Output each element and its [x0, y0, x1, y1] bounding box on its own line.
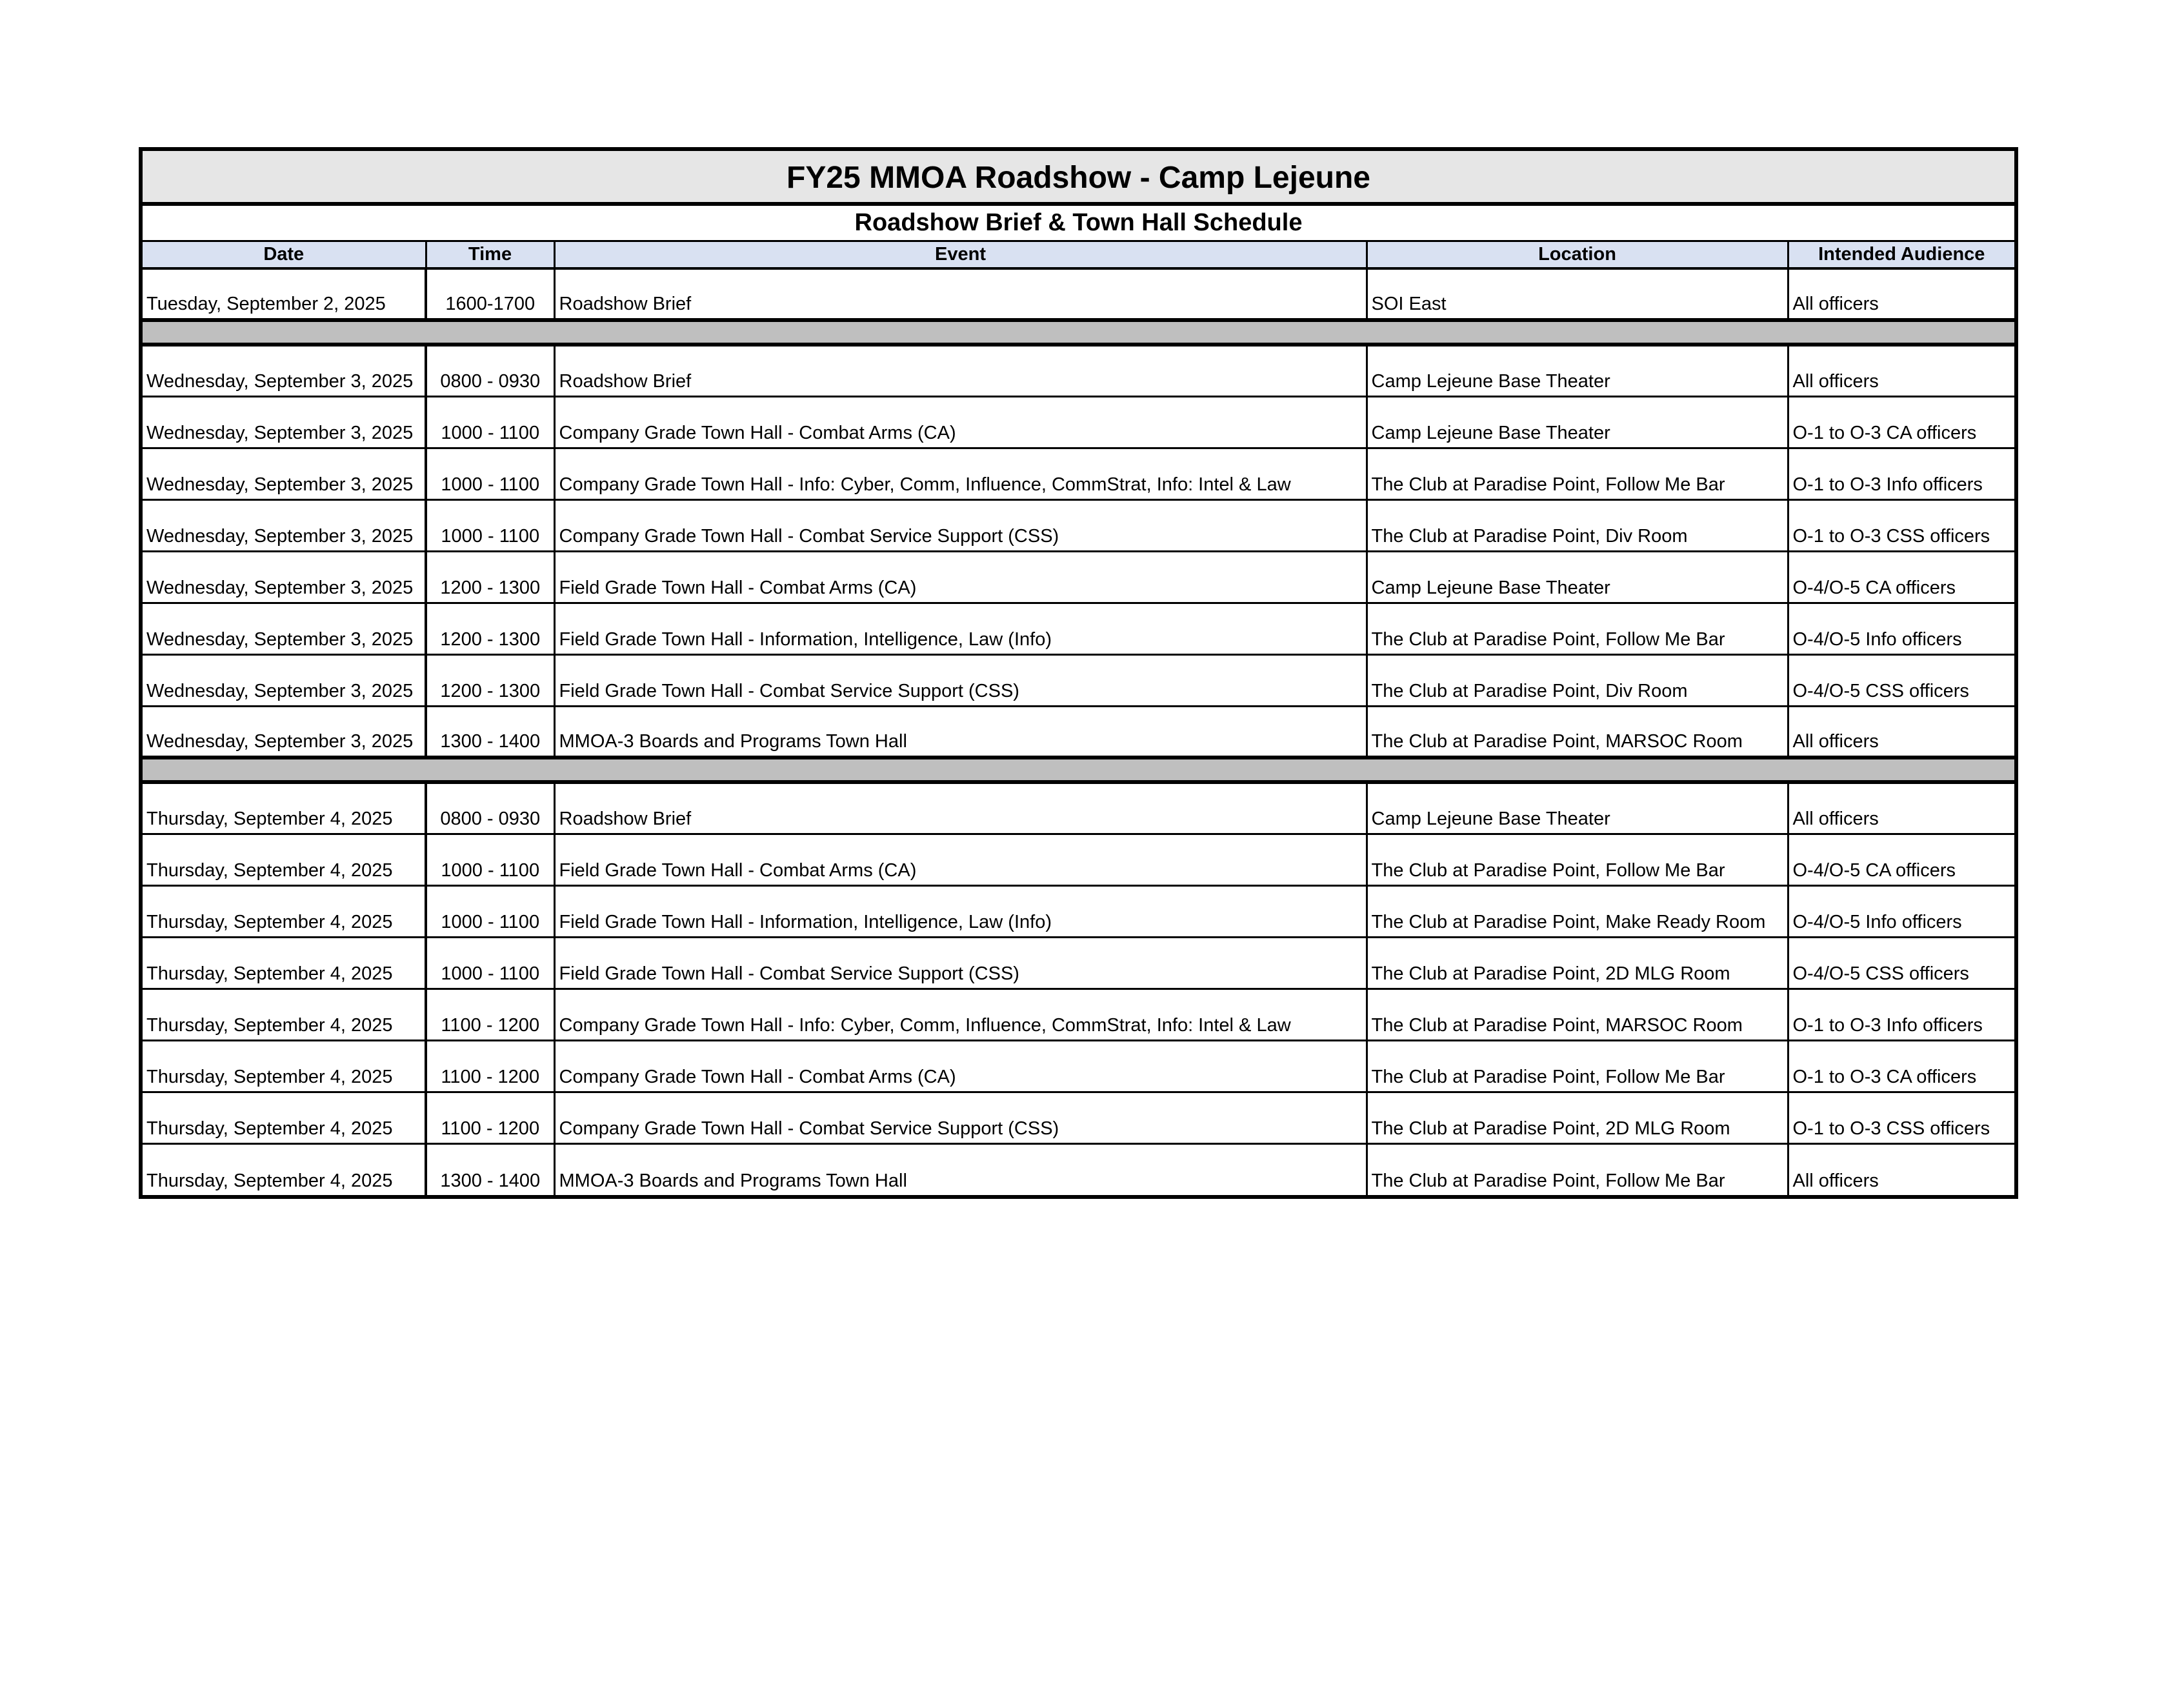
table-row	[143, 937, 2014, 989]
location-cell: Camp Lejeune Base Theater	[1367, 782, 1788, 834]
audience-cell: All officers	[1792, 1171, 1879, 1191]
event-cell: Field Grade Town Hall - Combat Arms (CA)	[554, 834, 1367, 885]
date-cell: Thursday, September 4, 2025	[143, 937, 426, 989]
audience-cell: O-1 to O-3 CSS officers	[1788, 1092, 2014, 1143]
day-separator	[143, 320, 2014, 345]
column-header-time: Time	[426, 241, 554, 268]
table-row	[143, 448, 2014, 499]
date-cell: Tuesday, September 2, 2025	[143, 268, 426, 320]
time-cell: 1100 - 1200	[426, 1040, 554, 1092]
time-cell: 0800 - 0930	[426, 345, 554, 396]
table-row	[143, 654, 2014, 706]
location-cell: Camp Lejeune Base Theater	[1367, 396, 1788, 448]
date-cell: Wednesday, September 3, 2025	[143, 706, 426, 758]
event-cell: MMOA-3 Boards and Programs Town Hall	[554, 706, 1367, 758]
audience-cell: All officers	[1788, 782, 2014, 834]
time-cell: 1300 - 1400	[426, 1143, 554, 1195]
date-cell: Wednesday, September 3, 2025	[143, 448, 426, 499]
day-separator-row	[143, 320, 2014, 345]
column-header-row	[143, 241, 2014, 268]
event-cell: Field Grade Town Hall - Combat Service Support (CSS)	[554, 654, 1367, 706]
date-cell: Thursday, September 4, 2025	[143, 1040, 426, 1092]
location-cell: The Club at Paradise Point, Div Room	[1367, 499, 1788, 551]
date-cell: Wednesday, September 3, 2025	[143, 551, 426, 603]
location-cell: The Club at Paradise Point, Follow Me Bar	[1367, 448, 1788, 499]
time-cell: 1100 - 1200	[426, 1092, 554, 1143]
date-cell: Thursday, September 4, 2025	[143, 1143, 426, 1195]
location-cell: The Club at Paradise Point, 2D MLG Room	[1367, 937, 1788, 989]
audience-cell: O-4/O-5 Info officers	[1788, 885, 2014, 937]
audience-cell: O-1 to O-3 Info officers	[1788, 989, 2014, 1040]
title-row	[143, 151, 2014, 204]
audience-cell: O-1 to O-3 CA officers	[1788, 396, 2014, 448]
event-cell: Field Grade Town Hall - Information, Intelligence, Law (Info)	[554, 885, 1367, 937]
table-row	[143, 782, 2014, 834]
table-row	[143, 1092, 2014, 1143]
audience-cell: All officers	[1788, 706, 2014, 758]
time-cell: 1600-1700	[426, 268, 554, 320]
event-cell: Field Grade Town Hall - Information, Intelligence, Law (Info)	[554, 603, 1367, 654]
location-cell: Camp Lejeune Base Theater	[1367, 551, 1788, 603]
location-cell: The Club at Paradise Point, Follow Me Bar	[1367, 1040, 1788, 1092]
time-cell: 1000 - 1100	[426, 834, 554, 885]
event-cell: Roadshow Brief	[554, 268, 1367, 320]
event-cell: Company Grade Town Hall - Info: Cyber, Comm, Influence, CommStrat, Info: Intel & Law	[554, 448, 1367, 499]
time-cell: 1200 - 1300	[426, 654, 554, 706]
schedule-table	[143, 151, 2014, 1195]
audience-cell: O-4/O-5 CSS officers	[1788, 654, 2014, 706]
event-cell: MMOA-3 Boards and Programs Town Hall	[554, 1143, 1367, 1195]
table-row	[143, 603, 2014, 654]
event-cell: Roadshow Brief	[554, 345, 1367, 396]
table-row	[143, 551, 2014, 603]
event-cell: Company Grade Town Hall - Combat Service Support (CSS)	[554, 499, 1367, 551]
audience-cell: All officers	[1788, 345, 2014, 396]
table-row	[143, 885, 2014, 937]
location-cell: SOI East	[1367, 268, 1788, 320]
table-row	[143, 1143, 2014, 1195]
audience-cell: O-4/O-5 CSS officers	[1788, 937, 2014, 989]
location-cell: The Club at Paradise Point, Make Ready Room	[1367, 885, 1788, 937]
date-cell: Thursday, September 4, 2025	[143, 989, 426, 1040]
column-header-location: Location	[1367, 241, 1788, 268]
table-row	[143, 706, 2014, 758]
location-cell: The Club at Paradise Point, MARSOC Room	[1367, 706, 1788, 758]
schedule-sheet	[139, 147, 2018, 1199]
document-title: FY25 MMOA Roadshow - Camp Lejeune	[143, 151, 2014, 204]
date-cell: Wednesday, September 3, 2025	[143, 345, 426, 396]
column-header-date: Date	[143, 241, 426, 268]
time-cell: 1000 - 1100	[426, 396, 554, 448]
time-cell: 0800 - 0930	[426, 782, 554, 834]
location-cell: The Club at Paradise Point, Div Room	[1367, 654, 1788, 706]
date-cell: Wednesday, September 3, 2025	[143, 603, 426, 654]
event-cell: Company Grade Town Hall - Info: Cyber, Comm, Influence, CommStrat, Info: Intel & Law	[554, 989, 1367, 1040]
event-cell: Field Grade Town Hall - Combat Service Support (CSS)	[554, 937, 1367, 989]
event-cell: Company Grade Town Hall - Combat Arms (CA)	[554, 1040, 1367, 1092]
event-cell: Company Grade Town Hall - Combat Service Support (CSS)	[554, 1092, 1367, 1143]
subtitle-row	[143, 204, 2014, 241]
audience-cell: O-4/O-5 CA officers	[1788, 551, 2014, 603]
date-cell: Thursday, September 4, 2025	[143, 1092, 426, 1143]
table-row	[143, 989, 2014, 1040]
location-cell: The Club at Paradise Point, 2D MLG Room	[1367, 1092, 1788, 1143]
date-cell: Wednesday, September 3, 2025	[143, 499, 426, 551]
table-row	[143, 396, 2014, 448]
audience-cell: O-1 to O-3 Info officers	[1788, 448, 2014, 499]
day-separator	[143, 758, 2014, 782]
time-cell: 1000 - 1100	[426, 448, 554, 499]
column-header-event: Event	[554, 241, 1367, 268]
event-cell: Roadshow Brief	[554, 782, 1367, 834]
time-cell: 1200 - 1300	[426, 603, 554, 654]
time-cell: 1300 - 1400	[426, 706, 554, 758]
audience-cell: O-4/O-5 CA officers	[1788, 834, 2014, 885]
time-cell: 1200 - 1300	[426, 551, 554, 603]
audience-cell: O-4/O-5 Info officers	[1788, 603, 2014, 654]
date-cell: Thursday, September 4, 2025	[143, 834, 426, 885]
audience-cell: All officers	[1788, 268, 2014, 320]
location-cell: The Club at Paradise Point, Follow Me Bar	[1367, 834, 1788, 885]
table-row	[143, 834, 2014, 885]
event-cell: Company Grade Town Hall - Combat Arms (CA)	[554, 396, 1367, 448]
location-cell: Camp Lejeune Base Theater	[1367, 345, 1788, 396]
time-cell: 1000 - 1100	[426, 499, 554, 551]
table-row	[143, 268, 2014, 320]
location-cell: The Club at Paradise Point, MARSOC Room	[1367, 989, 1788, 1040]
day-separator-row	[143, 758, 2014, 782]
date-cell: Thursday, September 4, 2025	[143, 885, 426, 937]
date-cell: Thursday, September 4, 2025	[143, 782, 426, 834]
location-cell: The Club at Paradise Point, Follow Me Bar	[1367, 1143, 1788, 1195]
audience-cell: O-1 to O-3 CA officers	[1788, 1040, 2014, 1092]
column-header-audience: Intended Audience	[1788, 241, 2014, 268]
table-row	[143, 345, 2014, 396]
location-cell: The Club at Paradise Point, Follow Me Bar	[1367, 603, 1788, 654]
table-row	[143, 1040, 2014, 1092]
event-cell: Field Grade Town Hall - Combat Arms (CA)	[554, 551, 1367, 603]
document-subtitle: Roadshow Brief & Town Hall Schedule	[143, 204, 2014, 241]
audience-cell: O-1 to O-3 CSS officers	[1788, 499, 2014, 551]
time-cell: 1000 - 1100	[426, 937, 554, 989]
date-cell: Wednesday, September 3, 2025	[143, 654, 426, 706]
table-row	[143, 499, 2014, 551]
time-cell: 1100 - 1200	[426, 989, 554, 1040]
time-cell: 1000 - 1100	[426, 885, 554, 937]
date-cell: Wednesday, September 3, 2025	[143, 396, 426, 448]
